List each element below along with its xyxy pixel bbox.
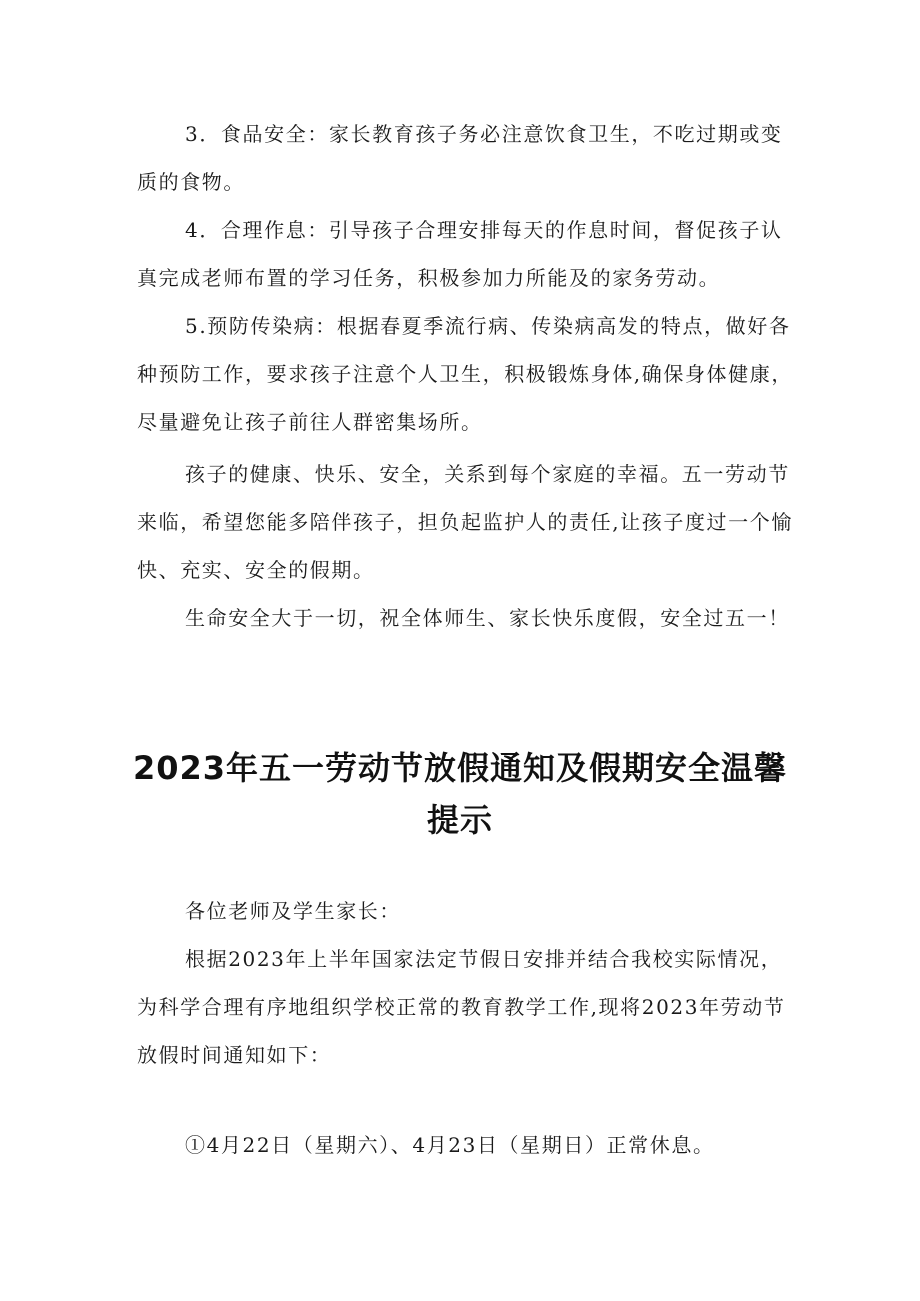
item-food-safety: 3．食品安全：家长教育孩子务必注意饮食卫生，不吃过期或变质的食物。 [137, 122, 783, 194]
closing-slogan: 生命安全大于一切，祝全体师生、家长快乐度假，安全过五一！ [185, 606, 790, 630]
item-disease-prevention: 5.预防传染病：根据春夏季流行病、传染病高发的特点，做好各种预防工作，要求孩子注意个人卫生，积极锻炼身体,确保身体健康，尽量避免让孩子前往人群密集场所。 [137, 314, 793, 434]
notice-greeting: 各位老师及学生家长： [185, 899, 401, 923]
schedule-item-1: ①4月22日（星期六）、4月23日（星期日）正常休息。 [185, 1133, 715, 1157]
item-reasonable-schedule: 4．合理作息：引导孩子合理安排每天的作息时间，督促孩子认真完成老师布置的学习任务，积极参加力所能及的家务劳动。 [137, 218, 783, 290]
notice-title: 2023年五一劳动节放假通知及假期安全温馨提示 [132, 749, 788, 839]
notice-intro: 根据2023年上半年国家法定节假日安排并结合我校实际情况，为科学合理有序地组织学校正常的教育教学工作,现将2023年劳动节放假时间通知如下： [137, 947, 786, 1067]
closing-paragraph: 孩子的健康、快乐、安全，关系到每个家庭的幸福。五一劳动节来临，希望您能多陪伴孩子，担负起监护人的责任,让孩子度过一个愉快、充实、安全的假期。 [137, 462, 793, 582]
